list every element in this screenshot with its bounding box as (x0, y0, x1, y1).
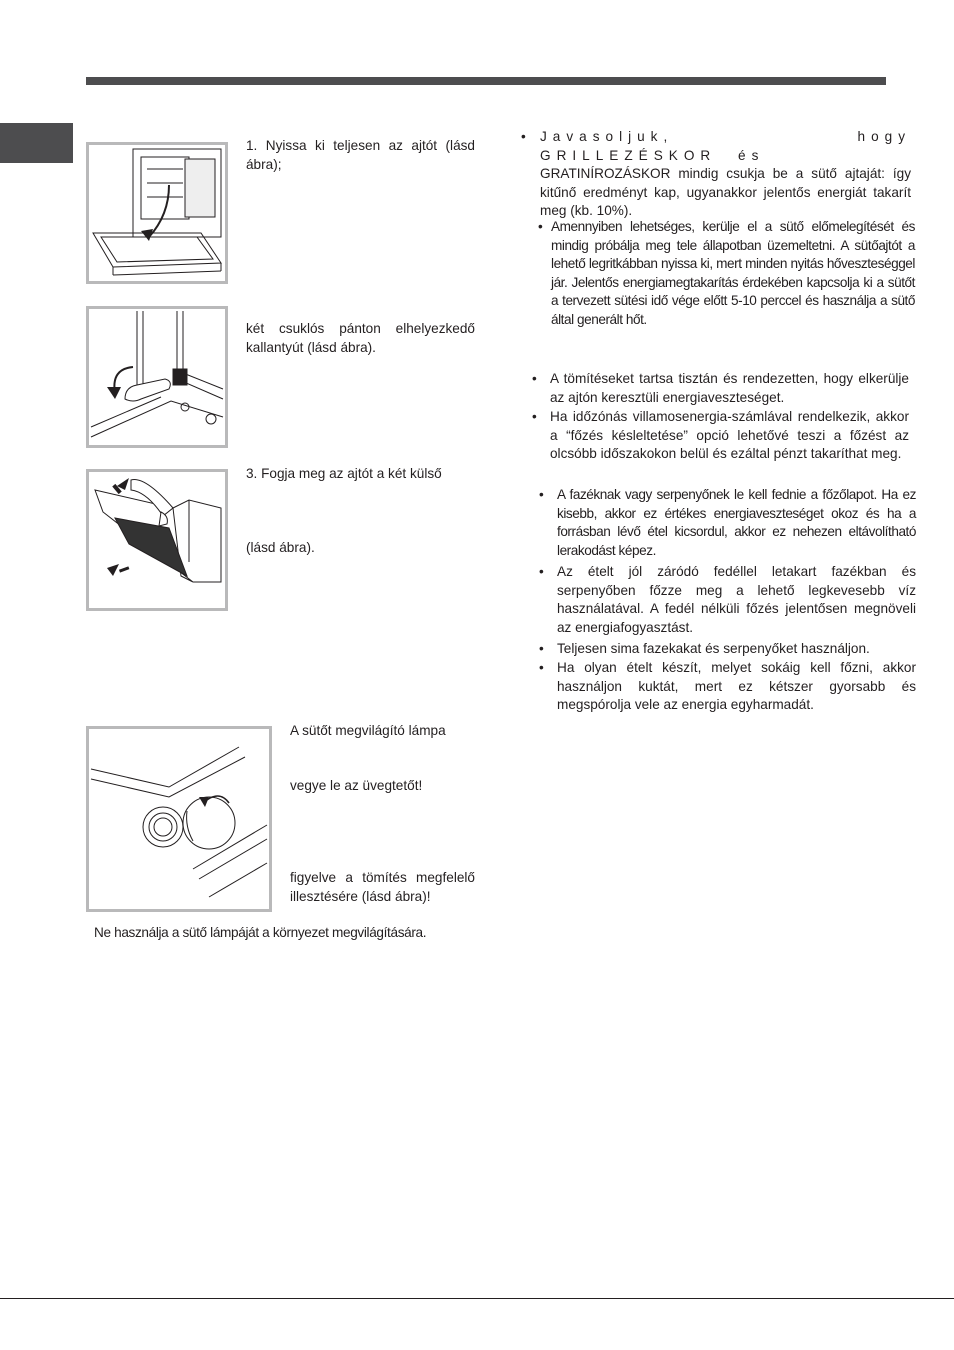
tip-lid (539, 563, 916, 637)
bullet-icon: • (532, 409, 537, 424)
figure-lamp (86, 726, 272, 912)
tip-text: Teljesen sima fazekakat és serpenyőket használjon. (557, 641, 870, 656)
tip-text: A fazéknak vagy serpenyőnek le kell fednie a főzőlapot. Ha ez kisebb, akkor ez értékes energiaveszteséget okoz és ha a forrásban lévő étel kicsordul, akkor ez nehezen eltávolítható lerakodást képez. (557, 487, 916, 558)
tip-text: Amennyiben lehetséges, kerülje el a sütő előmelegítését és mindig próbálja meg tele állapotban üzemeltetni. A sütőajtót a lehető legritkábban nyissa ki, mert minden nyitás hőveszteséggel jár. Jelentős energiamegtakarítás érdekében kapcsolja ki a sütőt a tervezett sütési idő vége előtt 5-10 perccel és használja a sütő által generált hőt. (551, 219, 915, 327)
tip-seals (532, 370, 909, 407)
bullet-icon: • (532, 371, 537, 386)
lamp-warning: Ne használja a sütő lámpáját a környezet megvilágítására. (94, 925, 427, 940)
tip-flat-pans (539, 640, 916, 659)
tip-text: Ha olyan ételt készít, melyet sokáig kell főzni, akkor használjon kuktát, mert ez kétszer gyorsabb és megspórolja vele az energia egyharmadát. (557, 660, 916, 712)
lamp-text-3: figyelve a tömítés megfelelő illesztésére (lásd ábra)! (290, 870, 475, 904)
tip-text: Ha időzónás villamosenergia-számlával rendelkezik, akkor a “főzés késleltetése” opció lehetővé teszi a főzést az olcsóbb időszakokon belül és ezáltal pénzt takaríthat meg. (550, 409, 909, 461)
tip-text: A tömítéseket tartsa tisztán és rendezetten, hogy elkerülje az ajtón keresztüli energiaveszteséget. (550, 371, 909, 405)
tip-preheat (538, 218, 915, 329)
lamp-text-1: A sütőt megvilágító lámpa (290, 723, 446, 738)
oven-open-door-illustration (89, 145, 225, 281)
bullet-icon: • (539, 641, 544, 656)
figure-remove-door (86, 469, 228, 611)
lamp-text-2: vegye le az üvegtetőt! (290, 778, 423, 793)
language-tab-marker (0, 123, 73, 163)
tip-delayed-cooking (532, 408, 909, 464)
header-rule (86, 77, 886, 85)
figure-hinge-lever (86, 306, 228, 448)
tip-text: Az ételt jól záródó fedéllel letakart fazékban és serpenyőben főzze meg a lehető legkevesebb víz használatával. A fedél nélküli főzés jelentősen megnöveli az energiafogyasztást. (557, 564, 916, 635)
bullet-icon: • (539, 487, 544, 502)
step1-text: 1. Nyissa ki teljesen az ajtót (lásd ábra); (246, 138, 475, 172)
tip-pan-size (539, 486, 916, 560)
oven-lamp-illustration (89, 729, 269, 909)
tip-pressure-cooker (539, 659, 916, 715)
footer-rule (0, 1298, 954, 1299)
tip-text-spaced: Javasoljuk, hogy GRILLEZÉSKOR és (540, 129, 911, 163)
bullet-icon: • (521, 129, 526, 144)
bullet-icon: • (538, 219, 543, 234)
tip-text: GRATINÍROZÁSKOR mindig csukja be a sütő ajtaját: így kitűnő eredményt kap, ugyanakkor jelentős energiát takarít meg (kb. 10%). (540, 166, 911, 218)
bullet-icon: • (539, 564, 544, 579)
step3-text: 3. Fogja meg az ajtót a két külső (246, 466, 442, 481)
step3-note: (lásd ábra). (246, 540, 315, 555)
hinge-lever-illustration (89, 309, 225, 445)
tip-grill-door (521, 128, 911, 221)
step2-text: két csuklós pánton elhelyezkedő kallantyút (lásd ábra). (246, 321, 475, 355)
bullet-icon: • (539, 660, 544, 675)
figure-open-door (86, 142, 228, 284)
remove-door-illustration (89, 472, 225, 608)
